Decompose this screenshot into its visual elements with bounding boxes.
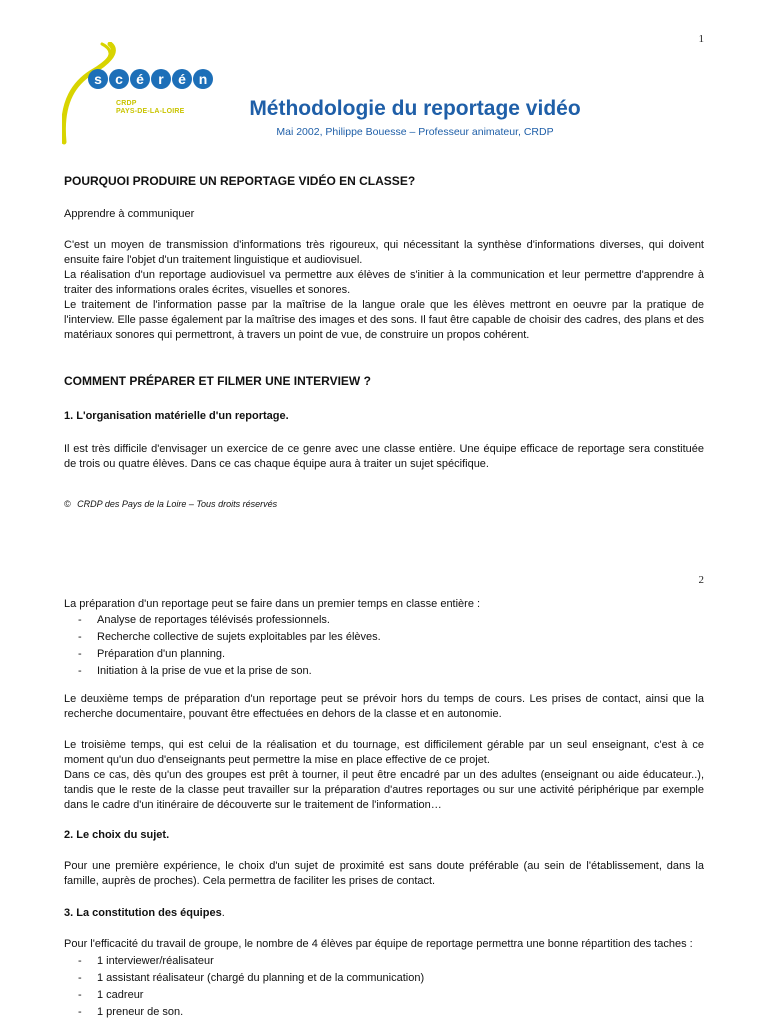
logo-letter: r — [158, 71, 164, 87]
list-item: - Préparation d'un planning. — [64, 646, 704, 663]
paragraph-realisation: La réalisation d'un reportage audiovisuel va permettre aux élèves de s'initier à la communication et leur permettre d'apprendre à traiter des informations orales écrites, visuelles et sonores. — [64, 269, 704, 296]
list-item: - Initiation à la prise de vue et la prise de son. — [64, 663, 704, 680]
paragraph-traitement: Le traitement de l'information passe par la maîtrise de la langue orale que les élèves mettront en oeuvre par la pratique de l'interview. Elle passe également par la maîtrise des images et des sons. Il faut être capable de choisir des cadres, des plans et des matériaux sonores qui permettront, à travers un point de vue, de construire un propos cohérent. — [64, 299, 704, 341]
logo-crdp-label: CRDP — [116, 100, 137, 107]
logo-letter: s — [94, 71, 102, 87]
logo-letter: c — [115, 71, 123, 87]
heading-period: . — [221, 907, 225, 919]
subsection-heading-constitution-text: 3. La constitution des équipes — [64, 907, 222, 919]
list-item: - 1 interviewer/réalisateur — [64, 953, 704, 970]
team-roles-list — [64, 953, 704, 1021]
section-heading-pourquoi: POURQUOI PRODUIRE UN REPORTAGE VIDÉO EN CLASSE? — [64, 174, 416, 188]
page-number: 1 — [698, 33, 704, 45]
subsection-heading-choix: 2. Le choix du sujet. — [64, 829, 170, 841]
list-item: - 1 preneur de son. — [64, 1004, 704, 1021]
copyright-text: CRDP des Pays de la Loire – Tous droits réservés — [77, 499, 278, 509]
logo-letter: é — [178, 71, 186, 87]
paragraph-organisation: Il est très difficile d'envisager un exercice de ce genre avec une classe entière. Une équipe efficace de reportage sera constituée de trois ou quatre élèves. Dans ce cas chaque équipe aura à traiter un sujet spécifique. — [64, 443, 704, 470]
paragraph-transmission: C'est un moyen de transmission d'informations très rigoureux, qui nécessitant la synthèse d'informations diverses, qui doivent ensuite faire l'objet d'un traitement linguistique et audiovisuel. — [64, 239, 704, 266]
list-item: - 1 cadreur — [64, 987, 704, 1004]
paragraph-deuxieme-temps: Le deuxième temps de préparation d'un reportage peut se prévoir hors du temps de cours. Les prises de contact, ainsi que la recherche documentaire, pouvant être effectuées en dehors de la classe et en autonomie. — [64, 693, 704, 720]
preparation-list — [64, 612, 704, 680]
subsection-heading-constitution — [64, 906, 704, 921]
paragraph-preparation-intro: La préparation d'un reportage peut se faire dans un premier temps en classe entière : — [64, 598, 481, 610]
logo-region-label: PAYS-DE-LA-LOIRE — [116, 108, 185, 115]
logo-letter: é — [136, 71, 144, 87]
copyright-line — [64, 497, 704, 512]
list-item: - 1 assistant réalisateur (chargé du planning et de la communication) — [64, 970, 704, 987]
section-heading-comment: COMMENT PRÉPARER ET FILMER UNE INTERVIEW ? — [64, 374, 371, 388]
list-item: - Analyse de reportages télévisés professionnels. — [64, 612, 704, 629]
document-title: Méthodologie du reportage vidéo — [249, 97, 581, 120]
section-intro: Apprendre à communiquer — [64, 208, 195, 220]
page-number-2: 2 — [698, 574, 704, 586]
paragraph-choix: Pour une première expérience, le choix d'un sujet de proximité est sans doute préférable (au sein de l'établissement, dans la famille, auprès de proches). Cela permettra de faciliter les prises de contact. — [64, 860, 704, 887]
logo-letter: n — [198, 71, 208, 87]
paragraph-troisieme-temps: Le troisième temps, qui est celui de la réalisation et du tournage, est difficilement gérable par un seul enseignant, c'est à ce moment qu'un duo d'enseignants peut permettre la mise en place effective de ce projet. — [64, 739, 704, 766]
document-subtitle: Mai 2002, Philippe Bouesse – Professeur animateur, CRDP — [276, 126, 554, 138]
copyright-symbol: © — [64, 499, 71, 509]
paragraph-constitution-intro: Pour l'efficacité du travail de groupe, le nombre de 4 élèves par équipe de reportage permettra une bonne répartition des taches : — [64, 938, 693, 950]
list-item: - Recherche collective de sujets exploitables par les élèves. — [64, 629, 704, 646]
paragraph-dans-ce-cas: Dans ce cas, dès qu'un des groupes est prêt à tourner, il peut être encadré par un des adultes (enseignant ou aide éducateur..), tandis que le reste de la classe peut travailler sur la préparation d'autres reportages ou sur une activité périphérique par exemple dans le cadre d'un itinéraire de découverte sur le traitement de l'information… — [64, 769, 704, 811]
subsection-heading-organisation: 1. L'organisation matérielle d'un reportage. — [64, 410, 289, 422]
